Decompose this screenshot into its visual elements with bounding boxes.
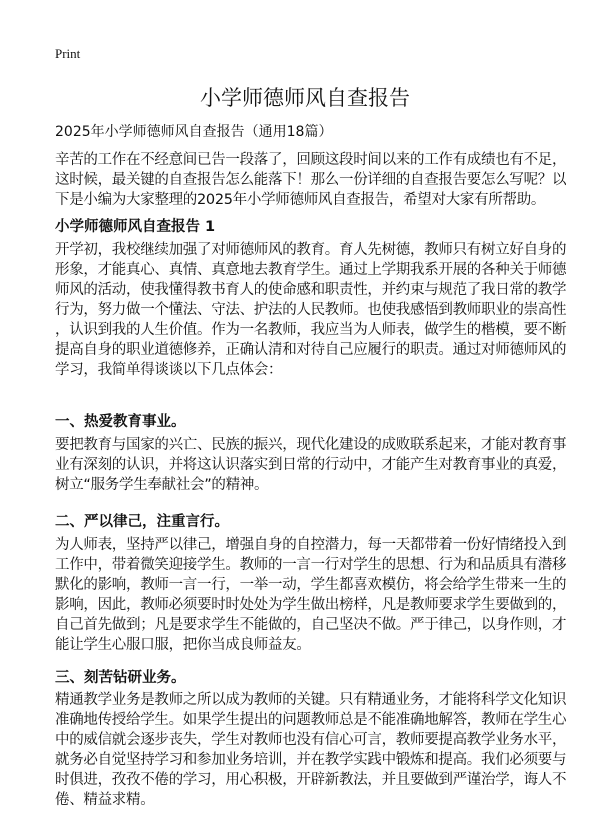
text-line: 倦、精益求精。 <box>55 792 155 808</box>
text-line: 树立“服务学生奉献社会”的精神。 <box>55 477 269 493</box>
text-line: 师风的活动，使我懂得教书育人的使命感和职责性，并约束与规范了我日常的教学 <box>55 282 567 298</box>
text-line: 形象，才能真心、真情、真意地去教育学生。通过上学期我系开展的各种关于师德 <box>55 262 567 278</box>
document-subtitle: 2025年小学师德师风自查报告（通用18篇） <box>55 124 333 140</box>
intro-paragraph <box>55 150 567 210</box>
text-line: 准确地传授给学生。如果学生提出的问题教师总是不能准确地解答，教师在学生心 <box>55 712 567 728</box>
heading-1: 一、热爱教育事业。 <box>55 414 186 430</box>
text-line: 要把教育与国家的兴亡、民族的振兴，现代化建设的成败联系起来，才能对教育事 <box>55 437 567 453</box>
text-line: 这时候，最关键的自查报告怎么能落下！那么一份详细的自查报告要怎么写呢？以 <box>55 172 567 188</box>
text-line: 就务必自觉坚持学习和参加业务培训，并在教学实践中锻炼和提高。我们必须要与 <box>55 752 567 768</box>
paragraph-1 <box>55 240 567 380</box>
print-link[interactable]: Print <box>55 46 81 61</box>
paragraph-4 <box>55 690 567 810</box>
text-line: 中的威信就会逐步丧失，学生对教师也没有信心可言，教师要提高教学业务水平， <box>55 732 567 748</box>
text-line: 自己首先做到；凡是要求学生不能做的，自己坚决不做。严于律己，以身作则，才 <box>55 617 567 633</box>
text-line: 为人师表，坚持严以律己，增强自身的自控潜力，每一天都带着一份好情绪投入到 <box>55 537 567 553</box>
text-line: 提高自身的职业道德修养，正确认清和对待自己应履行的职责。通过对师德师风的 <box>55 342 567 358</box>
text-line: 精通教学业务是教师之所以成为教师的关键。只有精通业务，才能将科学文化知识 <box>55 692 567 708</box>
text-line: 行为，努力做一个懂法、守法、护法的人民教师。也使我感悟到教师职业的崇高性 <box>55 302 567 318</box>
text-line: 工作中，带着微笑迎接学生。教师的一言一行对学生的思想、行为和品质具有潜移 <box>55 557 567 573</box>
text-line: 默化的影响，教师一言一行，一举一动，学生都喜欢模仿，将会给学生带来一生的 <box>55 577 567 593</box>
document-title: 小学师德师风自查报告 <box>200 86 410 110</box>
heading-2: 二、严以律己，注重言行。 <box>55 514 229 530</box>
text-line: 影响，因此，教师必须要时时处处为学生做出榜样，凡是教师要求学生要做到的， <box>55 597 567 613</box>
text-line: 下是小编为大家整理的2025年小学师德师风自查报告，希望对大家有所帮助。 <box>55 192 546 208</box>
text-line: 业有深刻的认识，并将这认识落实到日常的行动中，才能产生对教育事业的真爱， <box>55 457 567 473</box>
text-line: 学习，我简单得谈谈以下几点体会： <box>55 362 283 378</box>
text-line: 时俱进，孜孜不倦的学习，用心积极，开辟新教法，并且要做到严谨治学，诲人不 <box>55 772 567 788</box>
text-line: 辛苦的工作在不经意间已告一段落了，回顾这段时间以来的工作有成绩也有不足， <box>55 152 567 168</box>
section-heading: 小学师德师风自查报告 1 <box>55 219 216 235</box>
heading-3: 三、刻苦钻研业务。 <box>55 670 186 686</box>
text-line: 能让学生心服口服，把你当成良师益友。 <box>55 637 311 653</box>
paragraph-3 <box>55 535 567 655</box>
text-line: ，认识到我的人生价值。作为一名教师，我应当为人师表，做学生的楷模，要不断 <box>55 322 567 338</box>
text-line: 开学初，我校继续加强了对师德师风的教育。育人先树德，教师只有树立好自身的 <box>55 242 567 258</box>
paragraph-2 <box>55 435 567 495</box>
